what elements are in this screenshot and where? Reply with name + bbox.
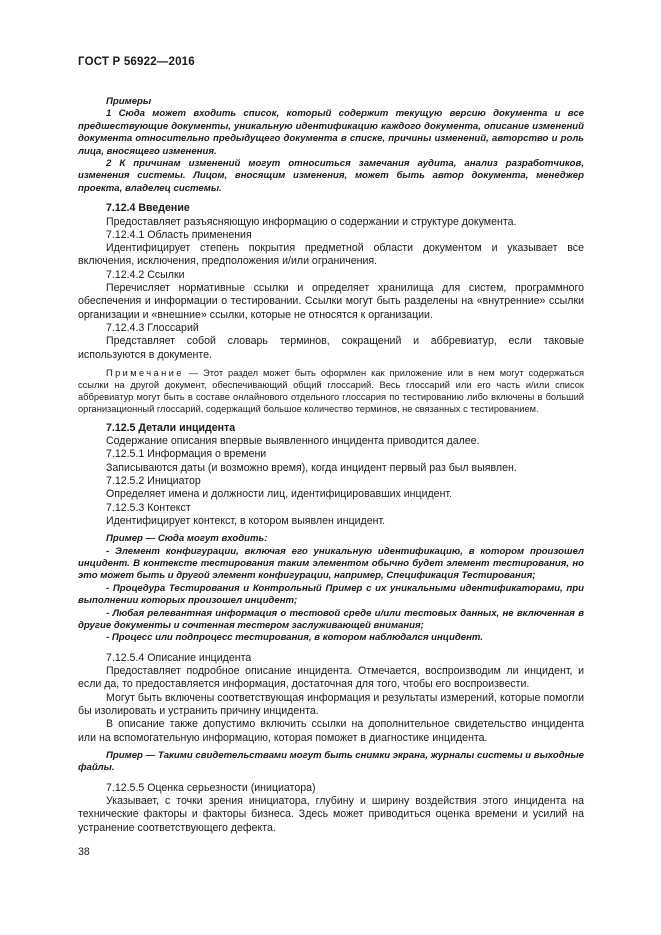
subsection-title-71242: 7.12.4.2 Ссылки bbox=[106, 268, 185, 281]
note-label: Примечание bbox=[106, 367, 184, 378]
page-content bbox=[78, 96, 584, 835]
note-paragraph bbox=[78, 367, 584, 415]
context-example-item: - Элемент конфигурации, включая его уникальную идентификацию, в котором произошел инцидент. В контексте тестирования таким элементом обычно будет элемент тестирования, но это может быть и другой элемент конфигурации, например, Спецификация Тестирования; bbox=[78, 545, 584, 582]
subsection-title-71254: 7.12.5.4 Описание инцидента bbox=[106, 651, 252, 664]
page-number: 38 bbox=[78, 846, 90, 858]
note-text: — Этот раздел может быть оформлен как приложение или в нем могут содержаться ссылки на другой документ, обеспечивающий общий глоссарий. Весь глоссарий или его часть и/или список аббревиатур могут быть в составе онлайнового отдельного глоссария по тестированию либо включены в больший организационный глоссарий, содержащий большое количество терминов, не связанных с тестированием. bbox=[78, 367, 584, 414]
subsection-text-71254-p3: В описание также допустимо включить ссылки на дополнительное свидетельство инцидента или на вспомогательную информацию, которая поможет в диагностике инцидента. bbox=[78, 718, 584, 744]
document-id: ГОСТ Р 56922—2016 bbox=[78, 56, 195, 68]
examples-title: Примеры bbox=[106, 96, 152, 107]
subsection-text-71254-p1: Предоставляет подробное описание инцидента. Отмечается, воспроизводим ли инцидент, и если да, то предоставляется информация, достаточная для того, чтобы его воспроизвести. bbox=[78, 665, 584, 691]
context-example-item: - Процедура Тестирования и Контрольный Пример с их уникальными идентификаторами, при выполнении которых произошел инцидент; bbox=[78, 582, 584, 607]
example-item-1: 1 Сюда может входить список, который содержит текущую версию документа и все предшествующие документы, уникальную идентификацию каждого документа, описание изменений документа относительно предыдущего документа в списке, причины изменений, авторство и роль лица, вносящего изменения. bbox=[78, 108, 584, 157]
context-example-title: Пример — Сюда могут входить: bbox=[106, 533, 268, 545]
subsection-title-71253: 7.12.5.3 Контекст bbox=[106, 501, 191, 514]
subsection-title-71252: 7.12.5.2 Инициатор bbox=[106, 475, 201, 487]
subsection-text-71253: Идентифицирует контекст, в котором выявлен инцидент. bbox=[106, 514, 386, 527]
section-7125-intro: Содержание описания впервые выявленного инцидента приводится далее. bbox=[106, 435, 480, 448]
subsection-text-71243: Представляет собой словарь терминов, сокращений и аббревиатур, если таковые используются в документе. bbox=[78, 335, 584, 361]
subsection-title-71251: 7.12.5.1 Информация о времени bbox=[106, 448, 267, 461]
section-heading-7124: 7.12.4 Введение bbox=[106, 202, 190, 215]
subsection-title-71243: 7.12.4.3 Глоссарий bbox=[106, 321, 199, 334]
evidence-example: Пример — Такими свидетельствами могут быть снимки экрана, журналы системы и выходные файлы. bbox=[78, 749, 584, 774]
context-example-item: - Любая релевантная информация о тестовой среде и/или тестовых данных, не включенная в другие документы и сочтенная тестером заслуживающей внимания; bbox=[78, 607, 584, 632]
subsection-text-71241: Идентифицирует степень покрытия предметной области документом и указывает все включения, исключения, предположения и/или ограничения. bbox=[78, 242, 584, 268]
example-item-2: 2 К причинам изменений могут относиться замечания аудита, анализ разработчиков, изменения системы. Лицом, вносящим изменения, может быть автор документа, менеджер проекта, владелец системы. bbox=[78, 158, 584, 194]
subsection-title-71255: 7.12.5.5 Оценка серьезности (инициатора) bbox=[106, 781, 316, 794]
subsection-title-71241: 7.12.4.1 Область применения bbox=[106, 228, 252, 241]
subsection-text-71252: Определяет имена и должности лиц, идентифицировавших инцидент. bbox=[106, 488, 453, 501]
subsection-text-71254-p2: Могут быть включены соответствующая информация и результаты измерений, которые помогли бы изолировать и устранить причину инцидента. bbox=[78, 691, 584, 718]
subsection-text-71251: Записываются даты (и возможно время), когда инцидент первый раз был выявлен. bbox=[106, 461, 517, 474]
subsection-text-71255: Указывает, с точки зрения инициатора, глубину и ширину воздействия этого инцидента на технические факторы и факторы бизнеса. Здесь может приводиться оценка времени и усилий на устранение соответствующего дефекта. bbox=[78, 795, 584, 834]
section-7124-intro: Предоставляет разъясняющую информацию о содержании и структуре документа. bbox=[106, 215, 517, 228]
context-example-item: - Процесс или подпроцесс тестирования, в котором наблюдался инцидент. bbox=[106, 632, 483, 644]
subsection-text-71242: Перечисляет нормативные ссылки и определяет хранилища для систем, программного обеспечения и информации о тестировании. Ссылки могут быть разделены на «внутренние» ссылки организации и «внешние» ссылки, которые не относятся к организации. bbox=[78, 282, 584, 321]
section-heading-7125: 7.12.5 Детали инцидента bbox=[106, 421, 236, 434]
